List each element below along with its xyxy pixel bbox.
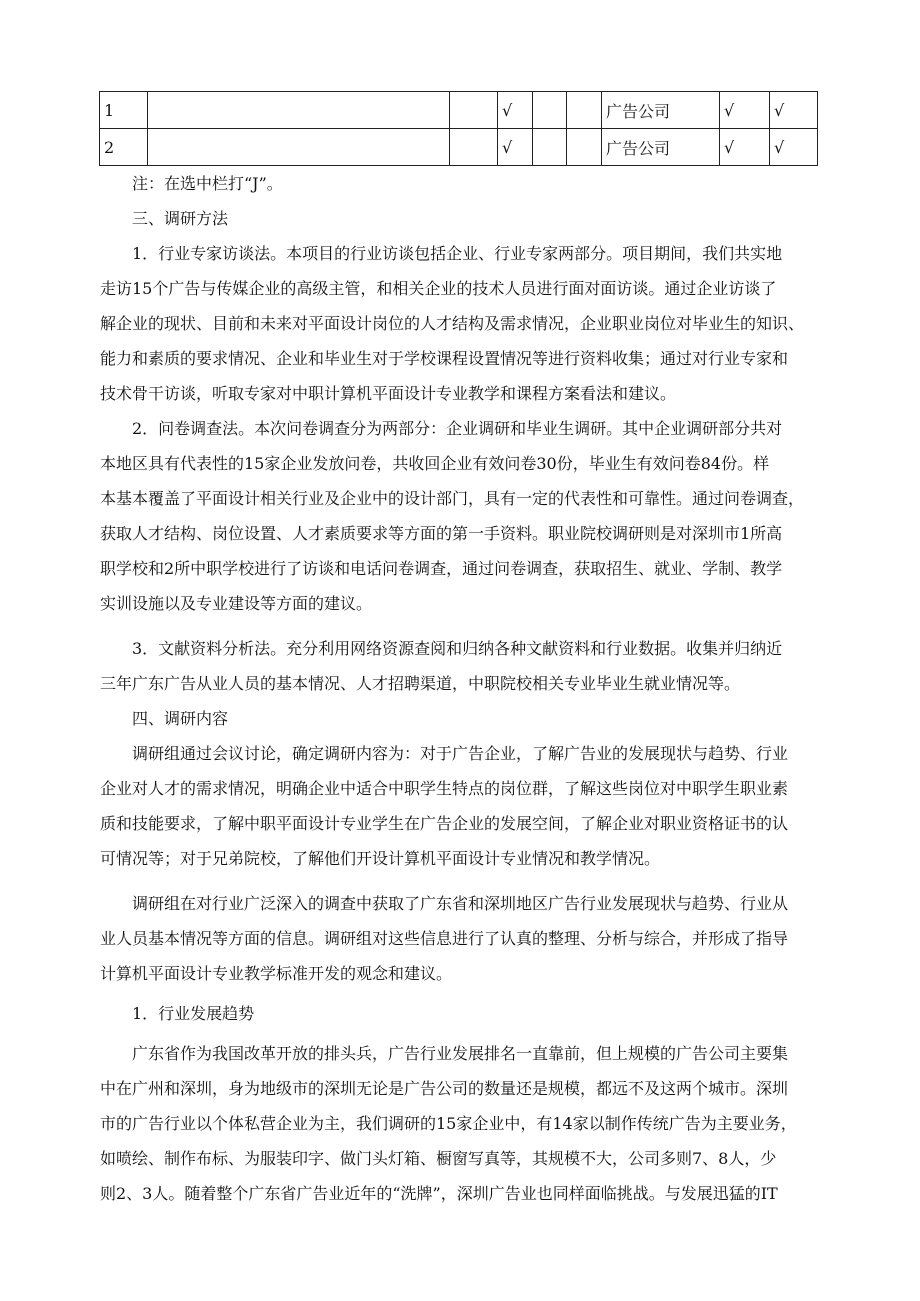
- paragraph-line: 广东省作为我国改革开放的排头兵，广告行业发展排名一直靠前，但上规模的广告公司主要集: [132, 1044, 789, 1063]
- paragraph-line: 本基本覆盖了平面设计相关行业及企业中的设计部门，具有一定的代表性和可靠性。通过问卷调查，: [100, 489, 805, 508]
- table-cell: [533, 92, 567, 129]
- paragraph-line: 3．文献资料分析法。充分利用网络资源查阅和归纳各种文献资料和行业数据。收集并归纳近: [132, 639, 783, 658]
- row-number-cell: 2: [100, 129, 148, 166]
- check-cell: √: [498, 92, 533, 129]
- company-type-cell: 广告公司: [602, 129, 720, 166]
- paragraph-line: 调研组通过会议讨论，确定调研内容为：对于广告企业，了解广告业的发展现状与趋势、行业: [132, 744, 789, 763]
- paragraph-line: 走访15个广告与传媒企业的高级主管，和相关企业的技术人员进行面对面访谈。通过企业访谈了: [100, 279, 777, 298]
- paragraph-line: 能力和素质的要求情况、企业和毕业生对于学校课程设置情况等进行资料收集；通过对行业专家和: [100, 349, 789, 368]
- paragraph-line: 则2、3人。随着整个广东省广告业近年的“洗牌”，深圳广告业也同样面临挑战。与发展迅猛的IT: [100, 1184, 778, 1203]
- table-cell: [148, 129, 450, 166]
- section-heading-content: 四、调研内容: [132, 709, 229, 728]
- paragraph-line: 市的广告行业以个体私营企业为主，我们调研的15家企业中，有14家以制作传统广告为主要业务，: [100, 1114, 797, 1133]
- survey-table: [99, 91, 818, 166]
- paragraph-line: 实训设施以及专业建设等方面的建议。: [100, 594, 373, 613]
- subsection-heading-trends: 1．行业发展趋势: [132, 1004, 255, 1023]
- paragraph-line: 职学校和2所中职学校进行了访谈和电话问卷调查，通过问卷调查，获取招生、就业、学制、教学: [100, 559, 783, 578]
- paragraph-line: 技术骨干访谈，听取专家对中职计算机平面设计专业教学和课程方案看法和建议。: [100, 384, 677, 403]
- paragraph-line: 调研组在对行业广泛深入的调查中获取了广东省和深圳地区广告行业发展现状与趋势、行业从: [132, 894, 789, 913]
- paragraph-line: 解企业的现状、目前和未来对平面设计岗位的人才结构及需求情况，企业职业岗位对毕业生的知识、: [100, 314, 805, 333]
- table-cell: [450, 92, 498, 129]
- row-number-cell: 1: [100, 92, 148, 129]
- check-cell: √: [720, 92, 770, 129]
- table-cell: [148, 92, 450, 129]
- paragraph-line: 本地区具有代表性的15家企业发放问卷，共收回企业有效问卷30份，毕业生有效问卷84份。样: [100, 454, 770, 473]
- paragraph-line: 可情况等；对于兄弟院校，了解他们开设计算机平面设计专业情况和教学情况。: [100, 849, 661, 868]
- paragraph-line: 中在广州和深圳，身为地级市的深圳无论是广告公司的数量还是规模，都远不及这两个城市。深圳: [100, 1079, 789, 1098]
- check-cell: √: [770, 92, 818, 129]
- table-cell: [533, 129, 567, 166]
- table-note: 注：在选中栏打“J”。: [132, 174, 283, 193]
- table-cell: [450, 129, 498, 166]
- company-type-cell: 广告公司: [602, 92, 720, 129]
- section-heading-methods: 三、调研方法: [132, 209, 229, 228]
- paragraph-line: 三年广东广告从业人员的基本情况、人才招聘渠道，中职院校相关专业毕业生就业情况等。: [100, 674, 741, 693]
- table-row: [100, 92, 818, 129]
- paragraph-line: 质和技能要求，了解中职平面设计专业学生在广告企业的发展空间，了解企业对职业资格证书的认: [100, 814, 789, 833]
- table-cell: [567, 129, 602, 166]
- paragraph-line: 计算机平面设计专业教学标准开发的观念和建议。: [100, 964, 453, 983]
- paragraph-line: 2．问卷调查法。本次问卷调查分为两部分：企业调研和毕业生调研。其中企业调研部分共对: [132, 419, 783, 438]
- paragraph-line: 如喷绘、制作布标、为服装印字、做门头灯箱、橱窗写真等，其规模不大，公司多则7、8人，少: [100, 1149, 777, 1168]
- check-cell: √: [498, 129, 533, 166]
- paragraph-line: 获取人才结构、岗位设置、人才素质要求等方面的第一手资料。职业院校调研则是对深圳市1所高: [100, 524, 783, 543]
- table-cell: [567, 92, 602, 129]
- paragraph-line: 企业对人才的需求情况，明确企业中适合中职学生特点的岗位群，了解这些岗位对中职学生职业素: [100, 779, 789, 798]
- check-cell: √: [720, 129, 770, 166]
- check-cell: √: [770, 129, 818, 166]
- paragraph-line: 业人员基本情况等方面的信息。调研组对这些信息进行了认真的整理、分析与综合，并形成了指导: [100, 929, 789, 948]
- paragraph-line: 1．行业专家访谈法。本项目的行业访谈包括企业、行业专家两部分。项目期间，我们共实地: [132, 244, 783, 263]
- table-row: [100, 129, 818, 166]
